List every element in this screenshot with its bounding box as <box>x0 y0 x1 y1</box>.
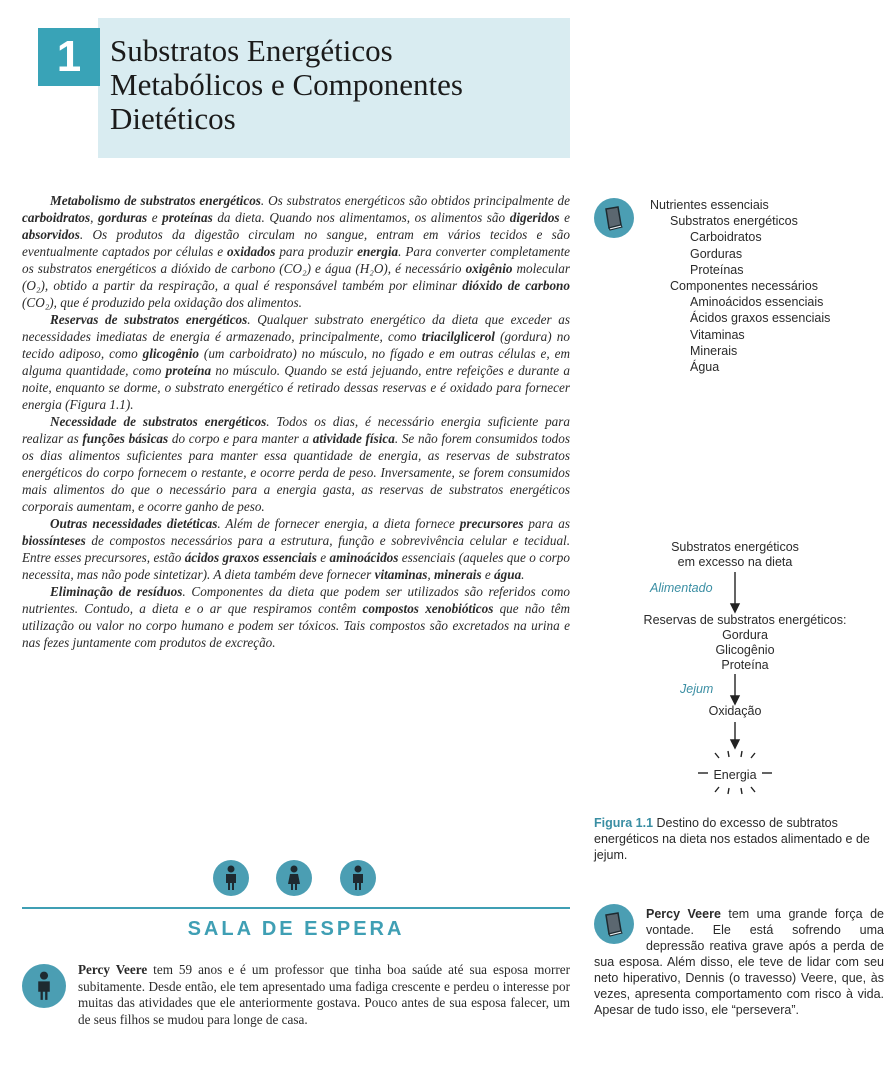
paragraph-heading: Metabolismo de substratos energéticos <box>50 193 261 208</box>
patient-name: Percy Veere <box>78 962 148 977</box>
keyword: absorvidos <box>22 227 80 242</box>
arrow-fed-head <box>731 604 739 612</box>
keyword: proteínas <box>162 210 213 225</box>
text: da dieta. Quando nos alimentamos, os alimentos são <box>212 210 510 225</box>
fed-state-label: Alimentado <box>650 581 713 595</box>
list-item: Gorduras <box>690 246 743 261</box>
paragraph-needs <box>22 413 570 515</box>
arrow-oxidation-head <box>731 740 739 748</box>
text: . Os produtos da digestão circulam no sangue, entram em vários tecidos e são eventualmente captados por células e <box>22 227 570 259</box>
list-item: Aminoácidos essenciais <box>690 295 824 310</box>
keyword: funções básicas <box>82 431 169 446</box>
list-item: Nutrientes essenciais <box>650 198 769 212</box>
text: essenciais (aqueles que o corpo necessita, mas não pode sintetizar). A dieta também deve fornecer <box>22 550 570 582</box>
keyword: triacilglicerol <box>421 329 495 344</box>
figure-caption <box>594 815 884 863</box>
paragraph-heading: Reservas de substratos energéticos <box>50 312 248 327</box>
text: tem 59 anos e é um professor que tinha boa saúde até sua esposa morrer subitamente. Desde então, ele tem apresentado uma fadiga crescente e perdeu o interesse por muitas das atividades que ele anteriormente gostava. Pouco antes de sua esposa falecer, um de seus filhos se mudou para longe de casa. <box>78 962 571 1027</box>
text: . Para converter completamente os substratos energéticos a dióxido de carbono (CO₂) e água (H₂O), é necessário <box>22 244 570 276</box>
energy-ray <box>751 753 755 758</box>
keyword: ácidos graxos essenciais <box>184 550 317 565</box>
oxidation-node: Oxidação <box>708 704 762 718</box>
text: (um carboidrato) no músculo, no fígado e em outras células e, em alguma quantidade, como <box>22 346 570 378</box>
keyword: proteína <box>165 363 212 378</box>
text: (gordura) no tecido adiposo, como <box>22 329 570 361</box>
icon-spacer <box>22 962 78 1012</box>
keyword: biossínteses <box>22 533 86 548</box>
text: para produzir <box>275 244 358 259</box>
text: e <box>481 567 495 582</box>
node-text: Gordura <box>722 628 768 642</box>
node-text: Reservas de substratos energéticos: <box>643 613 847 627</box>
node-text: Proteína <box>721 658 769 672</box>
text: tem uma grande força de vontade. Ele está sofrendo uma depressão reativa grave após a perda de sua esposa. Além disso, ele teve de lidar com seu neto hiperativo, Dennis (o travesso) Veere, que, às vezes, apresenta comportamento com risco à vida. Apesar de tudo isso, ele “persevera”. <box>594 907 884 1017</box>
energy-ray <box>741 788 742 794</box>
text: . Se não forem consumidos todos os dias alimentos suficientes para manter essa quantidade de energia, as reservas de substratos energéticos do corpo fornecem o restante, e ocorre perda de peso. Inversamente, se forem consumidos mais alimentos do que o necessário para a energia gasta, as reservas de substratos energéticos corporais aumentam, e ocorre ganho de peso. <box>22 431 570 514</box>
keyword: oxigênio <box>465 261 513 276</box>
energy-ray <box>728 788 729 794</box>
paragraph-heading: Outras necessidades dietéticas <box>50 516 218 531</box>
list-item: Minerais <box>690 343 738 358</box>
patient-description <box>22 962 570 1028</box>
text: e <box>316 550 330 565</box>
side-note <box>594 906 884 1018</box>
keyword: atividade física <box>312 431 395 446</box>
arrow-fast-head <box>731 696 739 704</box>
energy-ray <box>751 787 755 792</box>
energy-node: Energia <box>713 768 757 782</box>
text: (CO₂), que é produzido pela oxidação dos alimentos. <box>22 295 302 310</box>
keyword: minerais <box>433 567 482 582</box>
chapter-title-line: Metabólicos e Componentes <box>110 67 463 102</box>
main-body-text <box>22 192 570 651</box>
paragraph-waste <box>22 583 570 651</box>
section-title: SALA DE ESPERA <box>187 918 405 940</box>
caption-text: Destino do excesso de subtratos energéticos na dieta nos estados alimentado e de jejum. <box>594 816 870 862</box>
text: . Os substratos energéticos são obtidos principalmente de <box>260 193 571 208</box>
nutrient-list <box>650 197 885 375</box>
text: molecular (O₂), obtido a partir da respiração, a qual é responsável também por eliminar <box>22 261 570 293</box>
paragraph-reserves <box>22 311 570 413</box>
patient-name: Percy Veere <box>646 907 721 921</box>
figure-arrows <box>590 560 890 810</box>
person-icon <box>213 860 249 896</box>
list-item: Componentes necessários <box>670 279 818 294</box>
text: no músculo. Quando se está jejuando, entre refeições e durante a noite, enquanto se dorme, o substrato energético é retirado dessas reservas e é oxidado para fornecer energia (Figura 1.1). <box>22 363 570 412</box>
list-item: Ácidos graxos essenciais <box>690 311 831 326</box>
book-icon <box>594 198 634 238</box>
keyword: dióxido de carbono <box>462 278 570 293</box>
node-text: em excesso na dieta <box>677 555 793 569</box>
figure-number: Figura 1.1 <box>594 816 654 830</box>
text: do corpo e para manter a <box>168 431 313 446</box>
chapter-title-line: Substratos Energéticos <box>110 33 393 68</box>
section-divider <box>22 907 570 909</box>
keyword: carboidratos <box>22 210 91 225</box>
energy-ray <box>741 751 742 757</box>
keyword: energia <box>357 244 399 259</box>
list-item: Substratos energéticos <box>670 214 798 229</box>
text: , <box>90 210 99 225</box>
list-item: Água <box>690 360 720 375</box>
text: . <box>521 567 525 582</box>
paragraph-heading: Necessidade de substratos energéticos <box>50 414 267 429</box>
icon-spacer <box>594 906 646 950</box>
text: e <box>147 210 163 225</box>
paragraph-heading: Eliminação de resíduos <box>50 584 183 599</box>
text: . Todos os dias, é necessário energia suficiente para realizar as <box>22 414 570 446</box>
text: . Componentes da dieta que podem ser utilizados são referidos como nutrientes. Contudo, a dieta e o ar que respiramos contêm <box>22 584 570 616</box>
text: e <box>559 210 570 225</box>
energy-ray <box>715 753 719 758</box>
keyword: precursores <box>459 516 524 531</box>
keyword: água <box>494 567 522 582</box>
keyword: oxidados <box>227 244 276 259</box>
keyword: gorduras <box>98 210 148 225</box>
keyword: compostos xenobióticos <box>362 601 494 616</box>
paragraph-metabolism <box>22 192 570 311</box>
text: . Qualquer substrato energético da dieta que exceder as necessidades imediatas de energia é armazenado, principalmente, como <box>22 312 570 344</box>
fasting-state-label: Jejum <box>680 682 714 696</box>
chapter-title-line: Dietéticos <box>110 101 236 136</box>
list-item: Vitaminas <box>690 327 745 342</box>
node-text: Glicogênio <box>715 643 775 657</box>
keyword: digeridos <box>509 210 560 225</box>
text: , <box>427 567 434 582</box>
keyword: aminoácidos <box>329 550 399 565</box>
text: para as <box>523 516 570 531</box>
node-text: Substratos energéticos <box>671 540 799 554</box>
chapter-title <box>110 34 560 136</box>
energy-ray <box>715 787 719 792</box>
keyword: glicogênio <box>142 346 200 361</box>
list-item: Carboidratos <box>690 230 762 245</box>
keyword: vitaminas <box>374 567 428 582</box>
text: de compostos necessários para a estrutura, função e sobrevivência celular e tecidual. Entre esses precursores, estão <box>22 533 570 565</box>
text: . Além de fornecer energia, a dieta fornece <box>217 516 460 531</box>
paragraph-other-needs <box>22 515 570 583</box>
person-icon <box>340 860 376 896</box>
list-item: Proteínas <box>690 262 744 277</box>
person-icon <box>276 860 312 896</box>
energy-ray <box>728 751 729 757</box>
text: que não têm utilização ou valor no corpo humano e podem ser tóxicos. Tais compostos são excretados na urina e nas fezes juntamente com produtos de excreção. <box>22 601 570 650</box>
chapter-number: 1 <box>38 28 100 86</box>
